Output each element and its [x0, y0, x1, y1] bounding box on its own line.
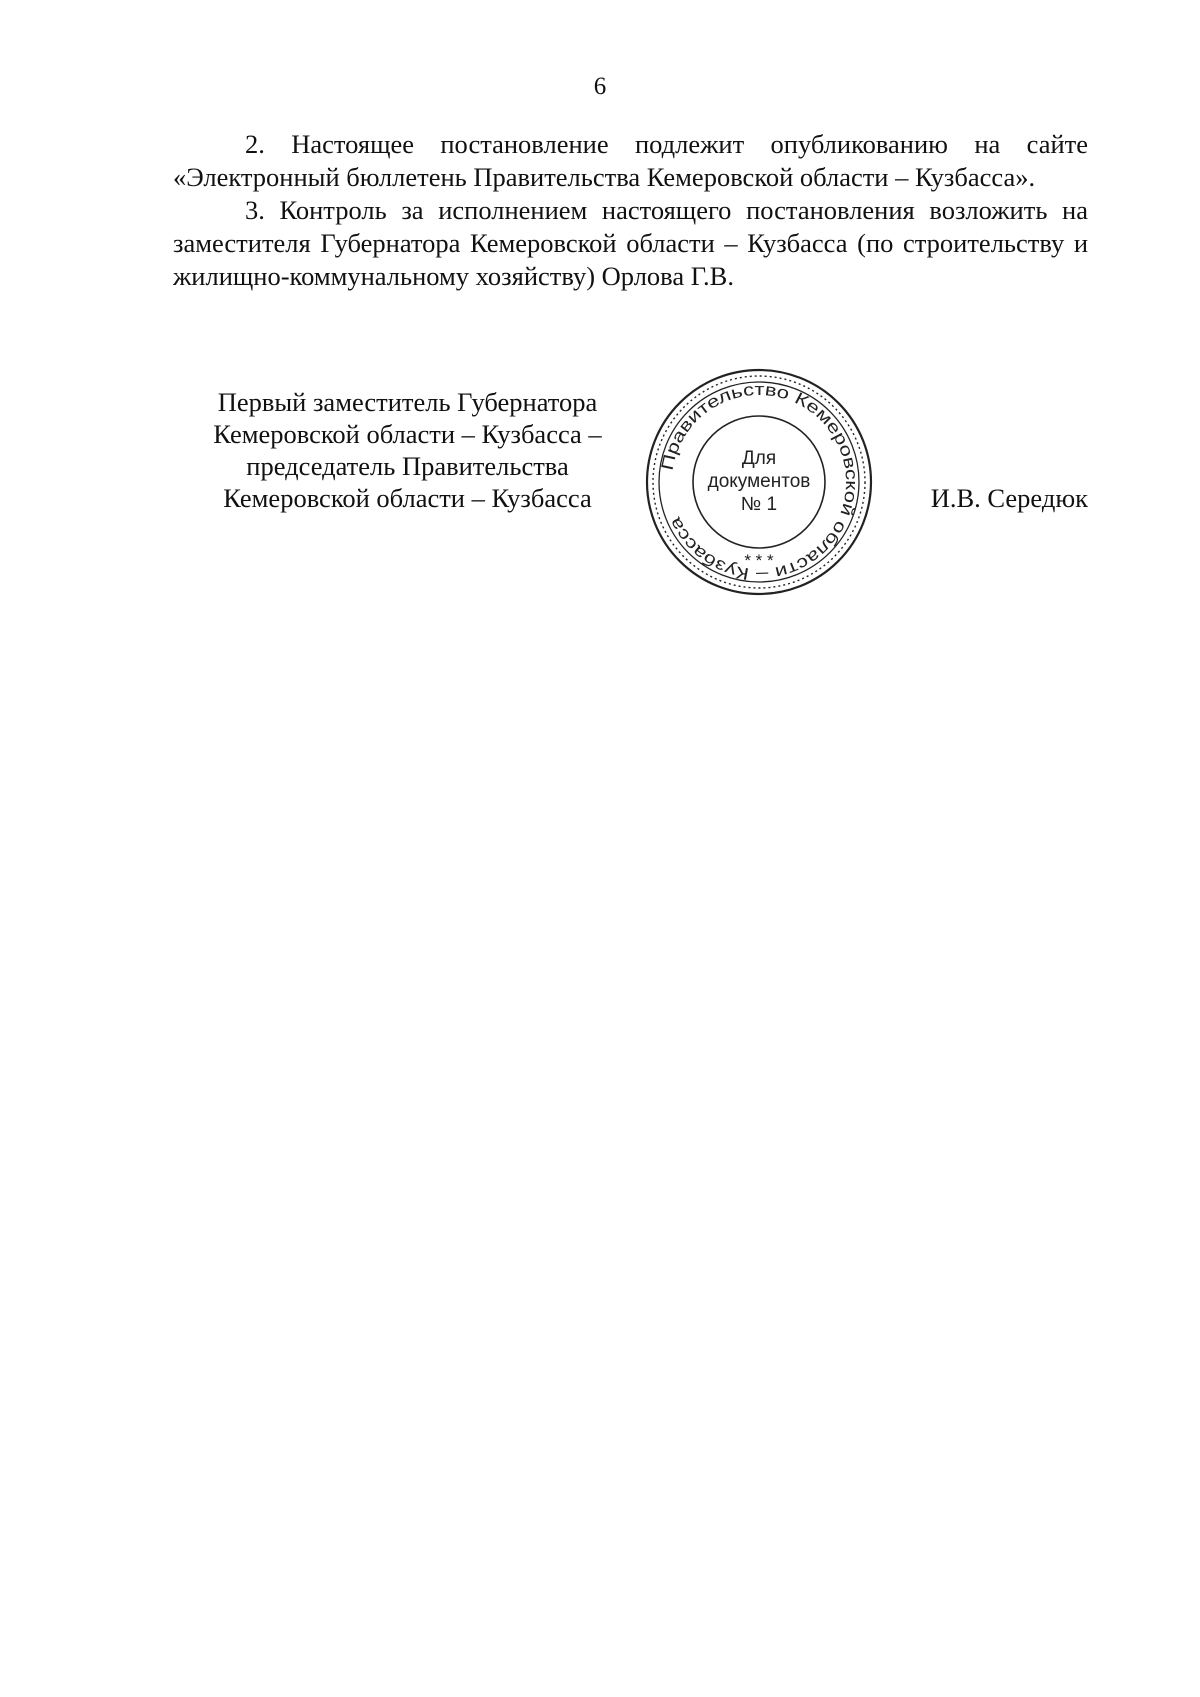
- official-seal: [643, 366, 875, 598]
- seal-center-line: № 1: [740, 494, 778, 515]
- paragraph-publication: 2. Настоящее постановление подлежит опубликованию на сайте «Электронный бюллетень Правительства Кемеровской области – Кузбасса».: [173, 129, 1088, 192]
- seal-center-line: Для: [741, 448, 777, 469]
- seal-ring-text: Правительство Кемеровской области – Кузбасса: [657, 379, 862, 585]
- document-body: [173, 128, 1088, 293]
- signatory-title: [180, 386, 635, 514]
- seal-center-line: документов: [707, 471, 811, 492]
- page-number: 6: [593, 73, 607, 100]
- paragraph-control: 3. Контроль за исполнением настоящего постановления возложить на заместителя Губернатора Кемеровской области – Кузбасса (по строительству и жилищно-коммунальному хозяйству) Орлова Г.В.: [173, 195, 1088, 291]
- signatory-name: И.В. Середюк: [930, 483, 1088, 513]
- signatory-title-line: председатель Правительства: [246, 451, 569, 481]
- seal-stars: * * *: [744, 551, 774, 570]
- signatory-title-line: Кемеровской области – Кузбасса –: [213, 419, 602, 449]
- seal-graphic: [643, 366, 875, 598]
- signatory-title-line: Первый заместитель Губернатора: [217, 387, 598, 417]
- signatory-title-line: Кемеровской области – Кузбасса: [223, 483, 592, 513]
